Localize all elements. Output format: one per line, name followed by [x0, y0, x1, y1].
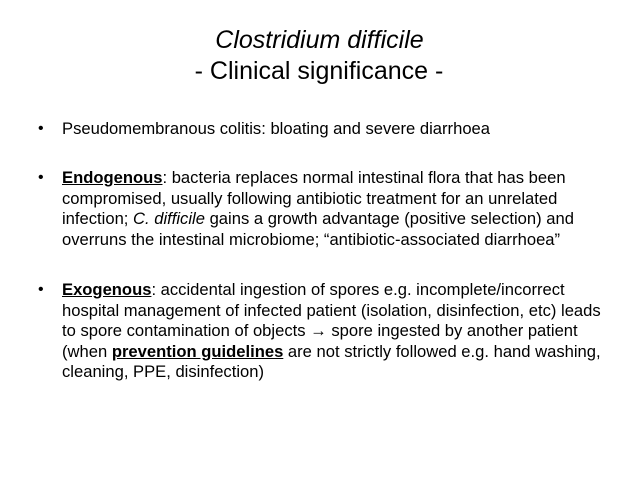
- bullet-marker: •: [38, 169, 44, 186]
- endogenous-description-a: : bacteria replaces normal intestinal flora that has been compromised, usually following antibiotic treatment for an unrelated infection;: [62, 168, 566, 228]
- term-exogenous: Exogenous: [62, 280, 152, 299]
- prevention-guidelines-link[interactable]: prevention guidelines: [111, 341, 284, 361]
- endogenous-description-b: gains a growth advantage (positive selection) and overruns the intestinal microbiome; “antibiotic-associated diarrhoea”: [62, 209, 574, 249]
- exogenous-description-a: : accidental ingestion of spores e.g. incomplete/incorrect hospital management of infected patient (isolation, disinfection, etc) leads to spore contamination of objects → spore ingested by another patient (when: [62, 280, 601, 361]
- title-subtitle: - Clinical significance -: [194, 57, 444, 85]
- title-organism: Clostridium difficile: [215, 26, 424, 54]
- term-endogenous: Endogenous: [62, 168, 163, 187]
- bullet-exogenous: [38, 280, 608, 383]
- exogenous-description-b: are not strictly followed e.g. hand washing, cleaning, PPE, disinfection): [62, 341, 601, 381]
- bullet-text: [62, 280, 608, 383]
- organism-name: C. difficile: [133, 209, 205, 228]
- bullet-text: Pseudomembranous colitis: bloating and severe diarrhoea: [62, 119, 491, 138]
- bullet-endogenous: [38, 168, 608, 250]
- bullet-marker: •: [38, 281, 44, 298]
- bullet-text: [62, 168, 608, 250]
- bullet-pseudomembranous-colitis: [38, 119, 608, 140]
- bullet-marker: •: [38, 120, 44, 137]
